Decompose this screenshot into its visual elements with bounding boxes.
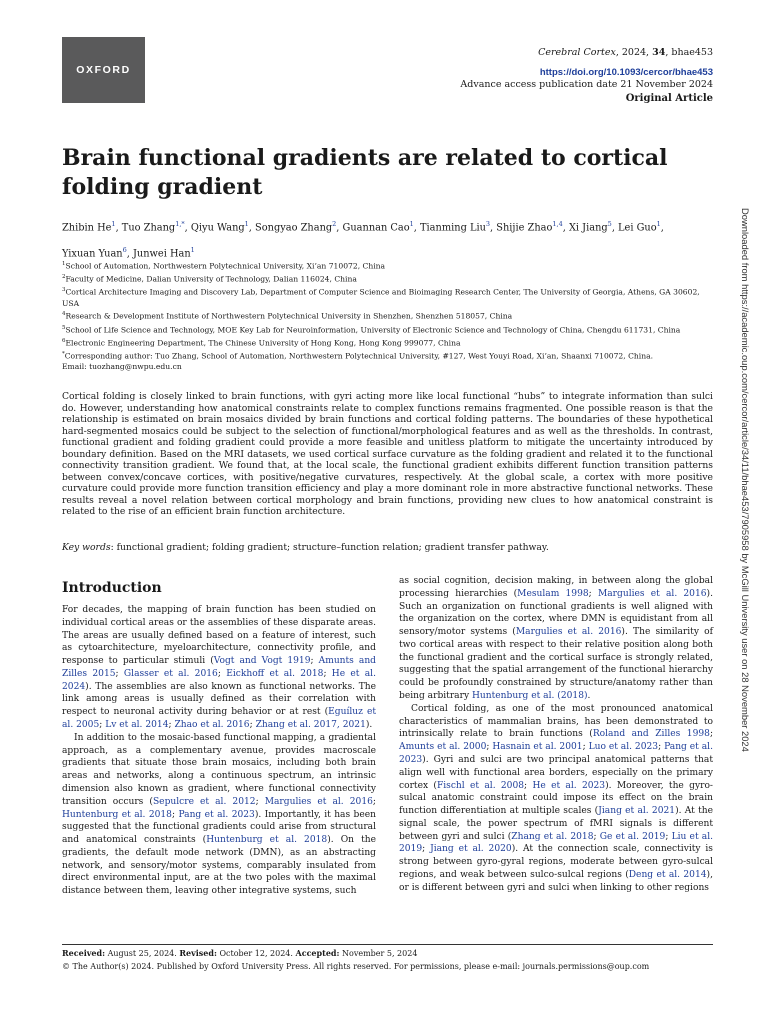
- affiliation-line: [62, 309, 702, 322]
- affiliation-text: Email: tuozhang@nwpu.edu.cn: [62, 362, 182, 372]
- body-text: ;: [171, 809, 179, 820]
- oxford-logo[interactable]: OXFORD: [62, 37, 145, 103]
- citation-link[interactable]: Lv et al. 2014: [105, 720, 169, 731]
- citation-link[interactable]: Huntenburg et al. 2018: [62, 809, 172, 820]
- affiliation-mark: *: [62, 351, 65, 358]
- body-text: ;: [372, 796, 376, 807]
- citation-link[interactable]: Amunts and Zilles 2015: [62, 656, 376, 679]
- article-title: Brain functional gradients are related to cortical folding gradient: [62, 145, 668, 200]
- citation-link[interactable]: Pang et al. 2023: [399, 742, 713, 765]
- affiliation-mark: 3: [62, 287, 66, 294]
- body-text: ;: [249, 720, 256, 731]
- body-text: ), or is different between gyri and sulci when linking to other regions: [399, 869, 713, 893]
- citation-link[interactable]: Ge et al. 2019: [599, 831, 666, 842]
- author-separator: ,: [660, 222, 664, 234]
- author-affiliation-mark[interactable]: 5: [607, 220, 612, 228]
- body-text: ;: [323, 668, 332, 679]
- citation-link[interactable]: Vogt and Vogt 1919: [213, 656, 311, 667]
- affiliation-mark: 5: [62, 324, 66, 331]
- author-name[interactable]: Xi Jiang: [568, 222, 608, 234]
- affiliation-text: Faculty of Medicine, Dalian University of Technology, Dalian 116024, China: [65, 274, 357, 284]
- author-affiliation-mark[interactable]: 2: [332, 220, 337, 228]
- body-text: Cortical folding, as one of the most pronounced anatomical characteristics of mammalian brains, has been demonstrated to intrinsically relate to brain functions (: [399, 703, 713, 740]
- citation-link[interactable]: Jiang et al. 2021: [598, 806, 676, 817]
- affiliation-text: Electronic Engineering Department, The Chinese University of Hong Kong, Hong Kong 999077, China: [65, 338, 461, 348]
- author-name[interactable]: Shijie Zhao: [496, 222, 553, 234]
- body-text: ). The similarity of two cortical areas with respect to their relative position along both the functional gradient and the cortical surface is strongly related, suggesting that the spatial arrangement of the functional hierarchy could be profoundly constrained by structure/anatomy rather than being arbitrary: [399, 627, 713, 702]
- body-text: ). On the gradients, the default mode network (DMN), as an abstracting network, and sensory/motor systems, comparably insulated from direct environmental input, are at the two poles with the maximal distance between them, leaving other integrative systems, such: [62, 835, 376, 897]
- author-separator: ,: [562, 222, 569, 234]
- affiliation-line: [62, 272, 702, 285]
- article-id: , bhae453: [665, 47, 713, 58]
- author-affiliation-mark[interactable]: 1,*: [175, 220, 185, 228]
- citation-link[interactable]: Zhang et al. 2018: [511, 831, 594, 842]
- author-name[interactable]: Zhibin He: [62, 222, 112, 234]
- citation-link[interactable]: Margulies et al. 2016: [597, 588, 707, 599]
- affiliation-mark: 4: [62, 311, 66, 318]
- affiliation-line: [62, 285, 702, 309]
- citation-link[interactable]: Deng et al. 2014: [628, 869, 707, 880]
- right-column: [399, 575, 713, 895]
- body-text: ;: [217, 668, 227, 679]
- citation-link[interactable]: Mesulam 1998: [517, 588, 589, 599]
- citation-link[interactable]: Sepulcre et al. 2012: [152, 796, 256, 807]
- citation-link[interactable]: He et al. 2023: [532, 780, 606, 791]
- author-affiliation-mark[interactable]: 1: [111, 220, 116, 228]
- body-text: ;: [255, 796, 265, 807]
- body-text: ;: [588, 588, 598, 599]
- body-text: ;: [310, 656, 319, 667]
- affiliation-mark: 2: [62, 274, 66, 281]
- body-text: ). Gyri and sulci are two principal anatomical patterns that align well with functional area borders, especially on the primary cortex (: [399, 754, 713, 791]
- keywords: [62, 542, 713, 554]
- citation-link[interactable]: Zhao et al. 2016: [174, 720, 250, 731]
- journal-name: Cerebral Cortex: [538, 47, 616, 58]
- body-text: For decades, the mapping of brain function has been studied on individual cortical areas or the assemblies of these disparate areas. The areas are usually defined based on a feature of interest, such as cytoarchitecture, myeloarchitecture, connectivity profile, and response to particular stimuli (: [62, 605, 376, 667]
- paragraph: [62, 732, 376, 898]
- introduction-heading: Introduction: [62, 580, 162, 596]
- keywords-label: Key words: [62, 542, 111, 553]
- body-text: In addition to the mosaic-based functional mapping, a gradiental approach, as a complementary avenue, provides macroscale gradients that situate those brain mosaics, including both brain areas and networks, along a continuous spectrum, an intrinsic dimension also known as gradient, where functional connectivity transition occurs (: [62, 732, 376, 807]
- body-text: ;: [486, 742, 493, 753]
- footer-divider: [62, 944, 713, 945]
- article-type: Original Article: [625, 93, 713, 104]
- left-column: [62, 604, 376, 898]
- citation-link[interactable]: He et al. 2024: [62, 668, 376, 692]
- affiliation-line: [62, 362, 702, 373]
- body-text: ;: [709, 729, 714, 740]
- citation-link[interactable]: Huntenburg et al. (2018): [471, 691, 588, 702]
- citation-link[interactable]: Pang et al. 2023: [178, 809, 255, 820]
- body-text: ;: [168, 720, 175, 731]
- citation-link[interactable]: Liu et al. 2019: [399, 831, 713, 855]
- author-affiliation-mark[interactable]: 1: [656, 220, 661, 228]
- author-name[interactable]: Tuo Zhang: [121, 222, 176, 234]
- author-separator: ,: [413, 222, 421, 234]
- author-separator: ,: [184, 222, 191, 234]
- author-separator: ,: [336, 222, 343, 234]
- abstract: Cortical folding is closely linked to brain functions, with gyri acting more like local functional “hubs” to integrate information than sulci do. However, understanding how anatomical constraints relate to complex functions remains fragmented. One possible reason is that the relationship is estimated on brain mosaics divided by brain functions and cortical folding patterns. The boundaries of these hypothetical hard-segmented mosaics could be subject to the selection of functional/morphological features and as well as the thresholds. In contrast, functional gradient and folding gradient could provide a more feasible and unitless platform to mitigate the uncertainty introduced by boundary definition. Based on the MRI datasets, we used cortical surface curvature as the folding gradient and related it to the functional connectivity transition gradient. We found that, at the local scale, the functional gradient exhibits different function transition patterns between convex/concave cortices, with positive/negative curvatures, respectively. At the global scale, a cortex with more positive curvature could provide more function transition efficiency and play a more dominant role in more abstractive functional networks. These results reveal a novel relation between cortical morphology and brain functions, providing new clues to how anatomical constraint is related to the rise of an efficient brain function architecture.: [62, 391, 713, 518]
- affiliation-text: Research & Development Institute of Northwestern Polytechnical University in Shenzhen, Shenzhen 518057, China: [65, 311, 513, 321]
- affiliation-text: School of Automation, Northwestern Polytechnical University, Xi’an 710072, China: [65, 261, 386, 271]
- author-name[interactable]: Junwei Han: [132, 248, 191, 260]
- body-text: ;: [99, 720, 106, 731]
- body-text: ).: [365, 720, 373, 731]
- download-watermark: Downloaded from https://academic.oup.com/cercor/article/34/11/bhae453/7905958 by McGill University user on 28 November 2024: [740, 208, 751, 752]
- author-separator: ,: [248, 222, 256, 234]
- body-text: as social cognition, decision making, in between along the global processing hierarchies (: [399, 576, 713, 599]
- author-name[interactable]: Lei Guo: [618, 222, 657, 234]
- footer: [62, 947, 713, 973]
- body-text: ). Importantly, it has been suggested that the functional gradients could arise from structural and anatomical constraints (: [62, 809, 376, 846]
- paragraph: [62, 604, 376, 732]
- body-text: ;: [524, 780, 533, 791]
- author-separator: ,: [490, 222, 497, 234]
- citation-link[interactable]: Luo et al. 2023: [588, 742, 659, 753]
- journal-volume: 34: [652, 47, 666, 58]
- author-separator: ,: [126, 248, 133, 260]
- affiliations: [62, 259, 702, 373]
- author-name[interactable]: Tianming Liu: [420, 222, 486, 234]
- affiliation-line: [62, 336, 702, 349]
- journal-year: , 2024,: [615, 47, 653, 58]
- citation-link[interactable]: Eguíluz et al. 2005: [62, 707, 376, 731]
- body-text: ;: [658, 742, 665, 753]
- citation-link[interactable]: Amunts et al. 2000: [399, 742, 487, 753]
- history-dates: Received: August 25, 2024. Revised: October 12, 2024. Accepted: November 5, 2024: [62, 948, 418, 958]
- affiliation-mark: 6: [62, 337, 66, 344]
- advance-access-date: Advance access publication date 21 November 2024: [460, 79, 713, 90]
- keywords-text: : functional gradient; folding gradient; structure–function relation; gradient transfer pathway.: [110, 542, 549, 553]
- paragraph: [399, 703, 713, 895]
- author-affiliation-mark[interactable]: 6: [122, 246, 127, 255]
- author-name[interactable]: Guannan Cao: [342, 222, 410, 234]
- paragraph: [399, 575, 713, 703]
- author-affiliation-mark[interactable]: 3: [485, 220, 491, 228]
- affiliation-text: School of Life Science and Technology, MOE Key Lab for Neuroinformation, University of Electronic Science and Technology of China, Chengdu 611731, China: [65, 325, 681, 335]
- body-text: ;: [665, 831, 672, 842]
- citation-link[interactable]: Glasser et al. 2016: [123, 668, 218, 679]
- citation-link[interactable]: Margulies et al. 2016: [264, 796, 373, 807]
- author-list: [62, 213, 722, 266]
- citation-link[interactable]: Eickhoff et al. 2018: [226, 668, 324, 679]
- body-text: ). Such an organization on functional gradients is well aligned with the organization on the cortex, where DMN is equidistant from all sensory/motor systems (: [399, 588, 713, 638]
- body-text: ;: [115, 668, 124, 679]
- affiliation-mark: 1: [62, 261, 66, 267]
- citation-link[interactable]: Zhang et al. 2017, 2021: [255, 720, 366, 731]
- author-affiliation-mark[interactable]: 1,4: [552, 220, 563, 228]
- author-name[interactable]: Songyao Zhang: [255, 222, 333, 234]
- author-affiliation-mark[interactable]: 1: [190, 246, 195, 255]
- body-text: ;: [422, 844, 431, 855]
- journal-citation: [538, 47, 713, 59]
- author-name[interactable]: Yixuan Yuan: [62, 248, 123, 260]
- author-name[interactable]: Qiyu Wang: [190, 222, 245, 234]
- affiliation-text: Corresponding author: Tuo Zhang, School of Automation, Northwestern Polytechnical University, #127, West Youyi Road, Xi’an, Shaanxi 710072, China.: [64, 351, 654, 361]
- author-separator: ,: [611, 222, 619, 234]
- citation-link[interactable]: Hasnain et al. 2001: [492, 742, 583, 753]
- author-separator: ,: [115, 222, 122, 234]
- citation-link[interactable]: Fischl et al. 2008: [436, 780, 525, 791]
- body-text: ). At the connection scale, connectivity is strong between gyro-gyral regions, moderate between gyro-sulcal regions, and weak between sulco-sulcal regions (: [399, 844, 713, 880]
- affiliation-line: [62, 323, 702, 336]
- body-text: .: [587, 691, 591, 702]
- affiliation-line: [62, 259, 702, 272]
- copyright-notice: © The Author(s) 2024. Published by Oxford University Press. All rights reserved. For permissions, please e-mail: journals.permissions@oup.com: [62, 961, 650, 971]
- citation-link[interactable]: Roland and Zilles 1998: [592, 729, 710, 740]
- body-text: ). Moreover, the gyro-sulcal anatomic constraint could impose its effect on the brain function differentiation at multiple scales (: [399, 780, 713, 817]
- body-text: ). The assemblies are also known as functional networks. The link among areas is usually defined as their correlation with respect to neuronal activity during behavior or at rest (: [62, 681, 376, 718]
- body-text: ;: [593, 831, 600, 842]
- body-text: ). At the signal scale, the power spectrum of fMRI signals is different between gyri and sulci (: [399, 806, 713, 842]
- citation-link[interactable]: Huntenburg et al. 2018: [206, 835, 328, 846]
- affiliation-line: [62, 349, 702, 362]
- author-affiliation-mark[interactable]: 1: [409, 220, 414, 228]
- doi-link[interactable]: https://doi.org/10.1093/cercor/bhae453: [539, 67, 713, 78]
- citation-link[interactable]: Jiang et al. 2020: [430, 844, 512, 855]
- body-text: ;: [582, 742, 589, 753]
- citation-link[interactable]: Margulies et al. 2016: [515, 627, 622, 638]
- affiliation-text: Cortical Architecture Imaging and Discovery Lab, Department of Computer Science and Bioimaging Research Center, The University of Georgia, Athens, GA 30602, USA: [62, 288, 700, 308]
- author-affiliation-mark[interactable]: 1: [244, 220, 249, 228]
